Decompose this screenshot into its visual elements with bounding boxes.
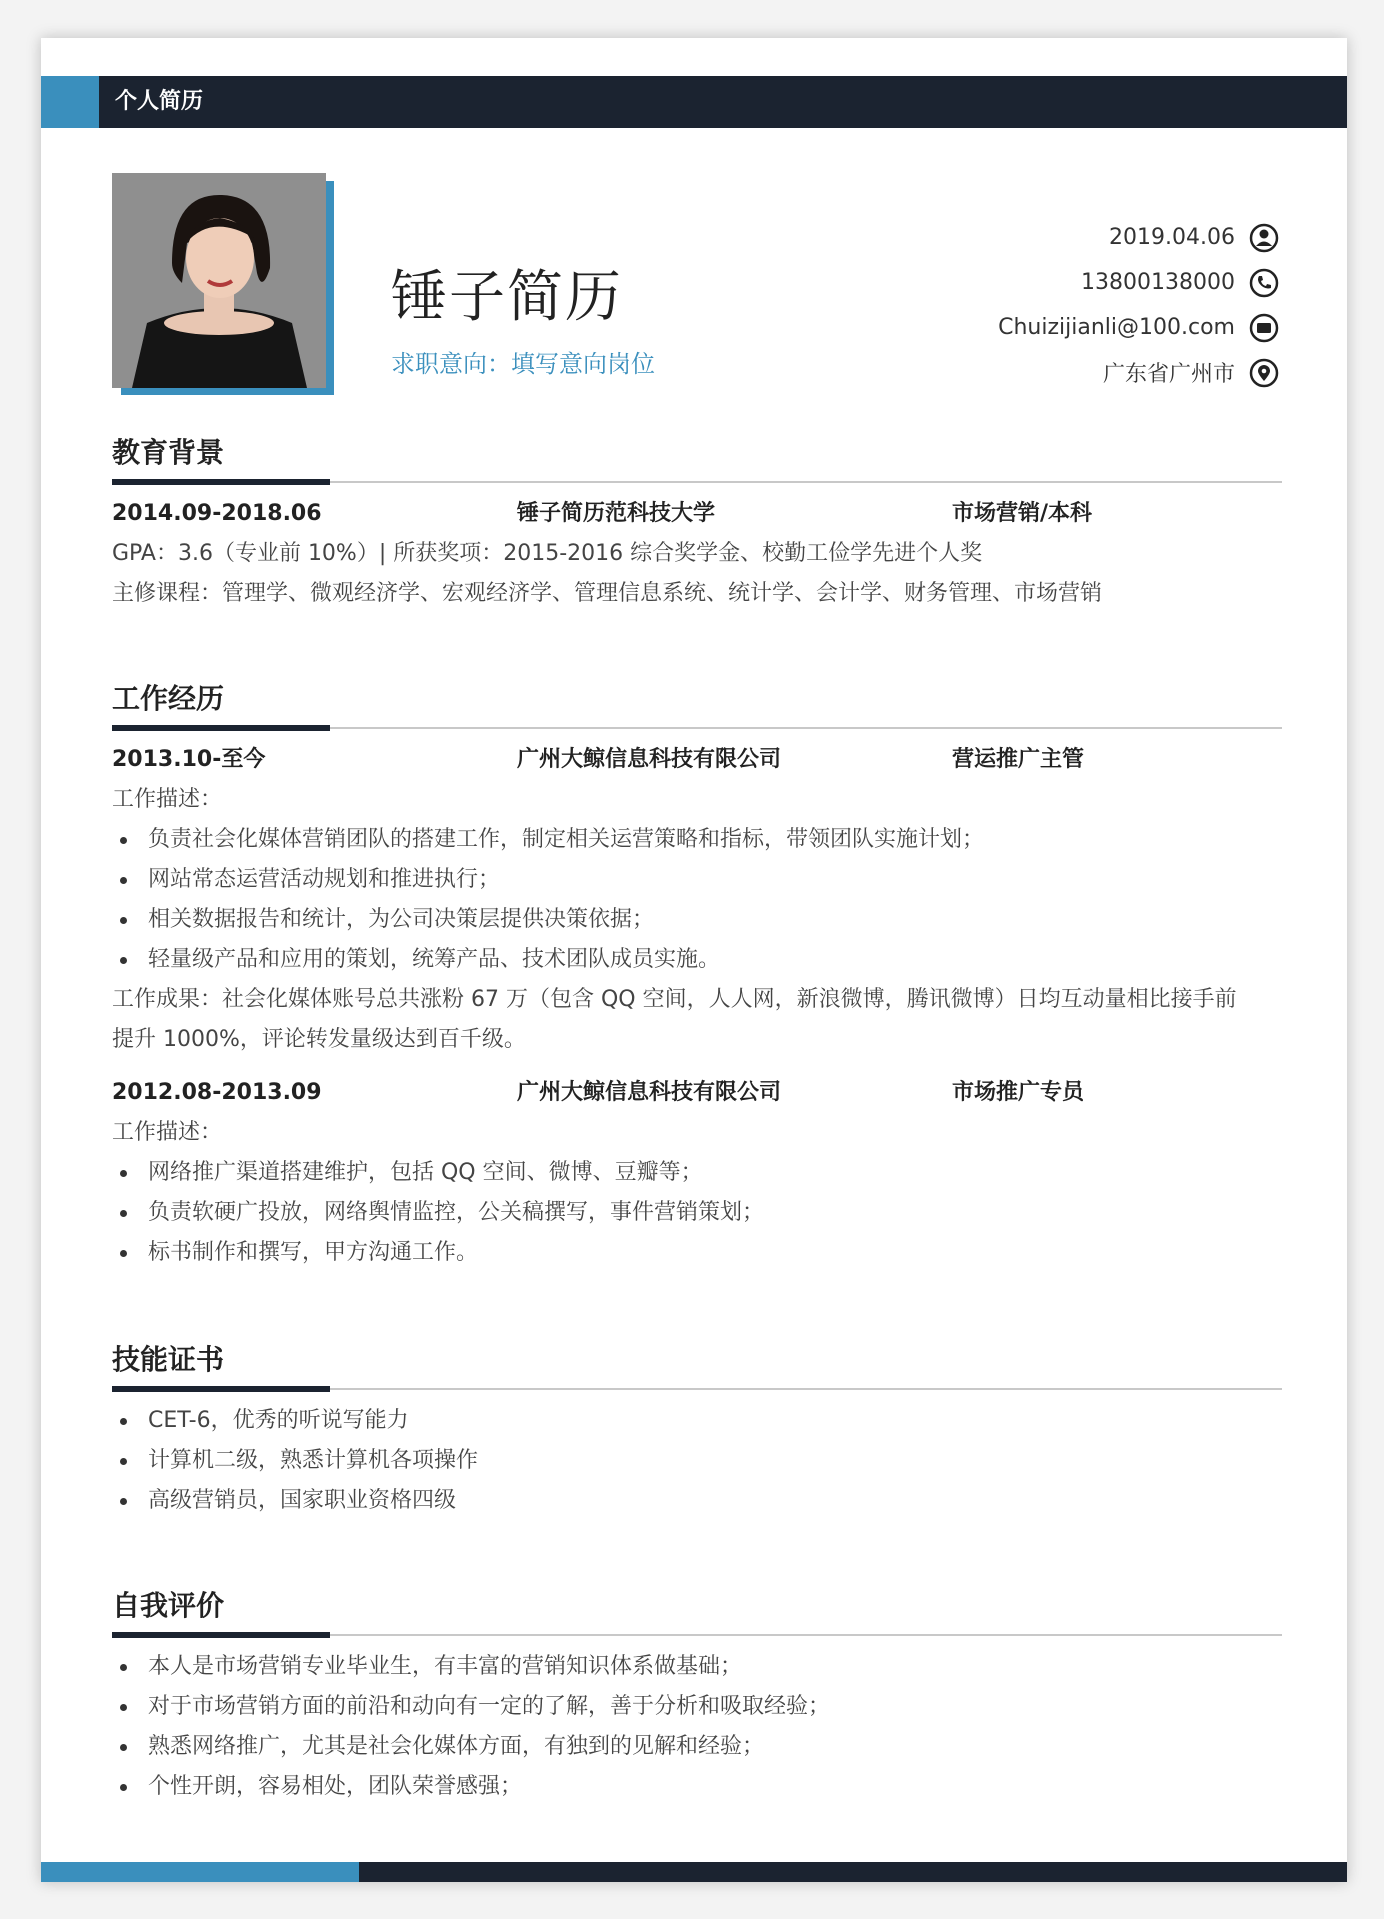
education-school: 锤子简历范科技大学 — [517, 501, 716, 526]
work-section — [112, 679, 1282, 1273]
section-title: 教育背景 — [112, 436, 225, 469]
list-item: 负责软硬广投放，网络舆情监控，公关稿撰写，事件营销策划； — [112, 1193, 1282, 1233]
education-period: 2014.09-2018.06 — [112, 501, 322, 526]
job-desc-label: 工作描述： — [112, 1120, 223, 1145]
education-line: GPA：3.6（专业前 10%）| 所获奖项：2015-2016 综合奖学金、校勤工俭学先进个人奖 — [112, 541, 983, 566]
contact-location — [998, 350, 1279, 395]
list-item: 负责社会化媒体营销团队的搭建工作，制定相关运营策略和指标，带领团队实施计划； — [112, 820, 1282, 860]
header-bar — [41, 76, 1347, 128]
education-section — [112, 433, 1282, 614]
list-item: 本人是市场营销专业毕业生，有丰富的营销知识体系做基础； — [112, 1647, 1282, 1687]
email-icon — [1249, 313, 1279, 343]
section-title: 自我评价 — [112, 1589, 225, 1622]
contact-text: 广东省广州市 — [1102, 362, 1235, 387]
contact-email — [998, 305, 1279, 350]
contact-birthdate — [998, 215, 1279, 260]
job-entry — [112, 1073, 1282, 1273]
list-item: 网站常态运营活动规划和推进执行； — [112, 860, 1282, 900]
footer-bar — [41, 1862, 1347, 1882]
section-title: 技能证书 — [112, 1343, 225, 1376]
contact-text: 13800138000 — [1081, 270, 1235, 295]
job-result: 提升 1000%，评论转发量级达到百千级。 — [112, 1027, 526, 1052]
list-item: 熟悉网络推广，尤其是社会化媒体方面，有独到的见解和经验； — [112, 1727, 1282, 1767]
skills-section — [112, 1340, 1282, 1521]
section-title: 工作经历 — [112, 682, 225, 715]
portrait-photo — [112, 173, 326, 388]
list-item: 标书制作和撰写，甲方沟通工作。 — [112, 1233, 1282, 1273]
section-divider — [112, 1386, 1282, 1392]
list-item: 计算机二级，熟悉计算机各项操作 — [112, 1441, 1282, 1481]
contact-phone — [998, 260, 1279, 305]
footer-accent — [41, 1862, 359, 1882]
job-period: 2013.10-至今 — [112, 747, 266, 772]
resume-name: 锤子简历 — [391, 265, 623, 330]
contact-text: 2019.04.06 — [1109, 225, 1235, 250]
self-eval-list — [112, 1647, 1282, 1807]
person-icon — [1249, 223, 1279, 253]
list-item: CET-6，优秀的听说写能力 — [112, 1401, 1282, 1441]
job-header-row — [112, 1073, 1282, 1113]
job-bullets — [112, 1153, 1282, 1273]
resume-page — [41, 38, 1347, 1882]
job-desc-label: 工作描述： — [112, 787, 223, 812]
job-header-row — [112, 740, 1282, 780]
education-header-row — [112, 494, 1282, 534]
list-item: 网络推广渠道搭建维护，包括 QQ 空间、微博、豆瓣等； — [112, 1153, 1282, 1193]
job-result: 工作成果：社会化媒体账号总共涨粉 67 万（包含 QQ 空间，人人网，新浪微博，腾讯微博）日均互动量相比接手前 — [112, 987, 1237, 1012]
header-accent — [41, 76, 99, 128]
job-role: 市场推广专员 — [952, 1080, 1085, 1105]
list-item: 相关数据报告和统计，为公司决策层提供决策依据； — [112, 900, 1282, 940]
education-line: 主修课程：管理学、微观经济学、宏观经济学、管理信息系统、统计学、会计学、财务管理、市场营销 — [112, 581, 1103, 606]
job-entry — [112, 740, 1282, 1060]
job-period: 2012.08-2013.09 — [112, 1080, 322, 1105]
contact-text: Chuizijianli@100.com — [998, 315, 1235, 340]
header-title: 个人简历 — [115, 89, 204, 114]
section-divider — [112, 725, 1282, 731]
phone-icon — [1249, 268, 1279, 298]
list-item: 个性开朗，容易相处，团队荣誉感强； — [112, 1767, 1282, 1807]
list-item: 高级营销员，国家职业资格四级 — [112, 1481, 1282, 1521]
job-company: 广州大鲸信息科技有限公司 — [517, 1080, 782, 1105]
location-icon — [1249, 358, 1279, 388]
contact-list — [998, 215, 1279, 395]
job-bullets — [112, 820, 1282, 980]
self-eval-section — [112, 1586, 1282, 1807]
list-item: 对于市场营销方面的前沿和动向有一定的了解，善于分析和吸取经验； — [112, 1687, 1282, 1727]
list-item: 轻量级产品和应用的策划，统筹产品、技术团队成员实施。 — [112, 940, 1282, 980]
job-intent: 求职意向：填写意向岗位 — [391, 350, 655, 378]
skills-list — [112, 1401, 1282, 1521]
section-divider — [112, 479, 1282, 485]
job-company: 广州大鲸信息科技有限公司 — [517, 747, 782, 772]
job-role: 营运推广主管 — [952, 747, 1085, 772]
education-major: 市场营销/本科 — [952, 501, 1093, 526]
section-divider — [112, 1632, 1282, 1638]
